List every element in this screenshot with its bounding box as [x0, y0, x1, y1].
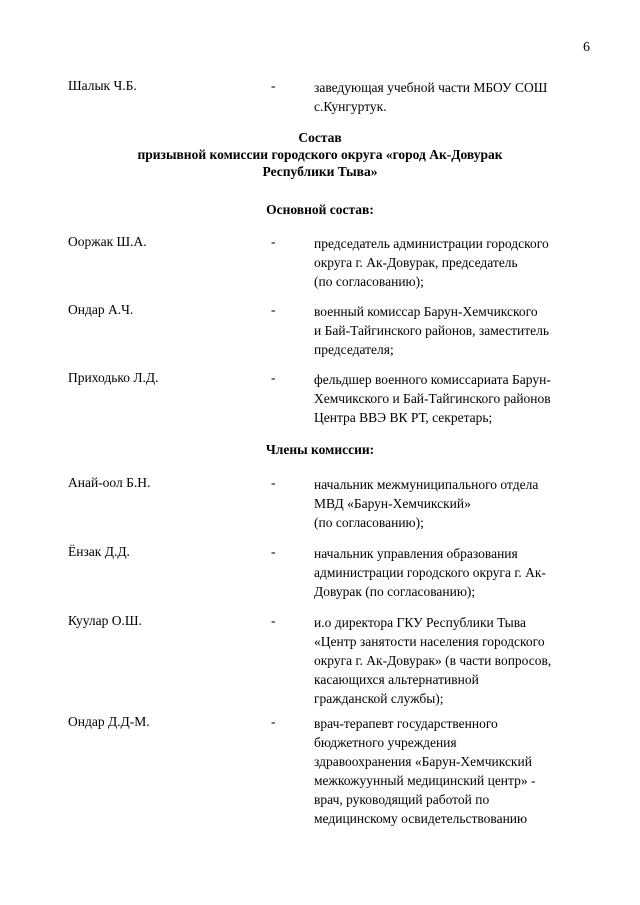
separator-dash: - [271, 714, 276, 729]
document-title [0, 129, 640, 180]
title-line: призывной комиссии городского округа «город Ак-Довурак [137, 147, 503, 162]
description-line: начальник межмуниципального отдела [314, 477, 539, 492]
description-line: фельдшер военного комиссариата Барун- [314, 372, 551, 387]
member-description [314, 714, 594, 828]
description-line: председатель администрации городского [314, 236, 549, 251]
member-name: Ооржак Ш.А. [68, 234, 147, 249]
member-description [314, 544, 594, 601]
member-name: Приходько Л.Д. [68, 370, 159, 385]
description-line: начальник управления образования [314, 546, 518, 561]
description-line: округа г. Ак-Довурак» (в части вопросов, [314, 653, 552, 668]
separator-dash: - [271, 234, 276, 249]
description-line: Довурак (по согласованию); [314, 584, 476, 599]
members-section-heading: Члены комиссии: [265, 442, 375, 457]
description-line: межкожуунный медицинский центр» - [314, 773, 536, 788]
member-name: Шалык Ч.Б. [68, 78, 137, 93]
description-line: врач, руководящий работой по [314, 792, 490, 807]
description-line: здравоохранения «Барун-Хемчикский [314, 754, 532, 769]
member-name: Ондар А.Ч. [68, 302, 134, 317]
description-line: бюджетного учреждения [314, 735, 457, 750]
description-line: касающихся альтернативной [314, 672, 479, 687]
description-line: «Центр занятости населения городского [314, 634, 545, 649]
description-line: Центра ВВЭ ВК РТ, секретарь; [314, 410, 493, 425]
description-line: и.о директора ГКУ Республики Тыва [314, 615, 526, 630]
member-description [314, 78, 594, 116]
separator-dash: - [271, 475, 276, 490]
description-line: (по согласованию); [314, 274, 424, 289]
description-line: гражданской службы); [314, 691, 444, 706]
member-description [314, 234, 594, 291]
description-line: военный комиссар Барун-Хемчикского [314, 304, 538, 319]
separator-dash: - [271, 370, 276, 385]
member-name: Куулар О.Ш. [68, 613, 142, 628]
member-description [314, 613, 594, 708]
main-section-heading: Основной состав: [266, 202, 374, 217]
member-description [314, 302, 594, 359]
separator-dash: - [271, 302, 276, 317]
description-line: администрации городского округа г. Ак- [314, 565, 546, 580]
member-name: Анай-оол Б.Н. [68, 475, 151, 490]
description-line: председателя; [314, 342, 394, 357]
member-description [314, 370, 594, 427]
page-number: 6 [583, 40, 590, 55]
title-line: Республики Тыва» [262, 164, 378, 179]
description-line: заведующая учебной части МБОУ СОШ [314, 80, 548, 95]
description-line: и Бай-Тайгинского районов, заместитель [314, 323, 550, 338]
separator-dash: - [271, 78, 276, 93]
description-line: Хемчикского и Бай-Тайгинского районов [314, 391, 551, 406]
description-line: медицинскому освидетельствованию [314, 811, 528, 826]
description-line: округа г. Ак-Довурак, председатель [314, 255, 518, 270]
separator-dash: - [271, 613, 276, 628]
description-line: МВД «Барун-Хемчикский» [314, 496, 471, 511]
description-line: с.Кунгуртук. [314, 99, 387, 114]
description-line: врач-терапевт государственного [314, 716, 498, 731]
member-description [314, 475, 594, 532]
member-name: Ёнзак Д.Д. [68, 544, 130, 559]
separator-dash: - [271, 544, 276, 559]
member-name: Ондар Д.Д-М. [68, 714, 150, 729]
title-line: Состав [298, 130, 342, 145]
description-line: (по согласованию); [314, 515, 424, 530]
